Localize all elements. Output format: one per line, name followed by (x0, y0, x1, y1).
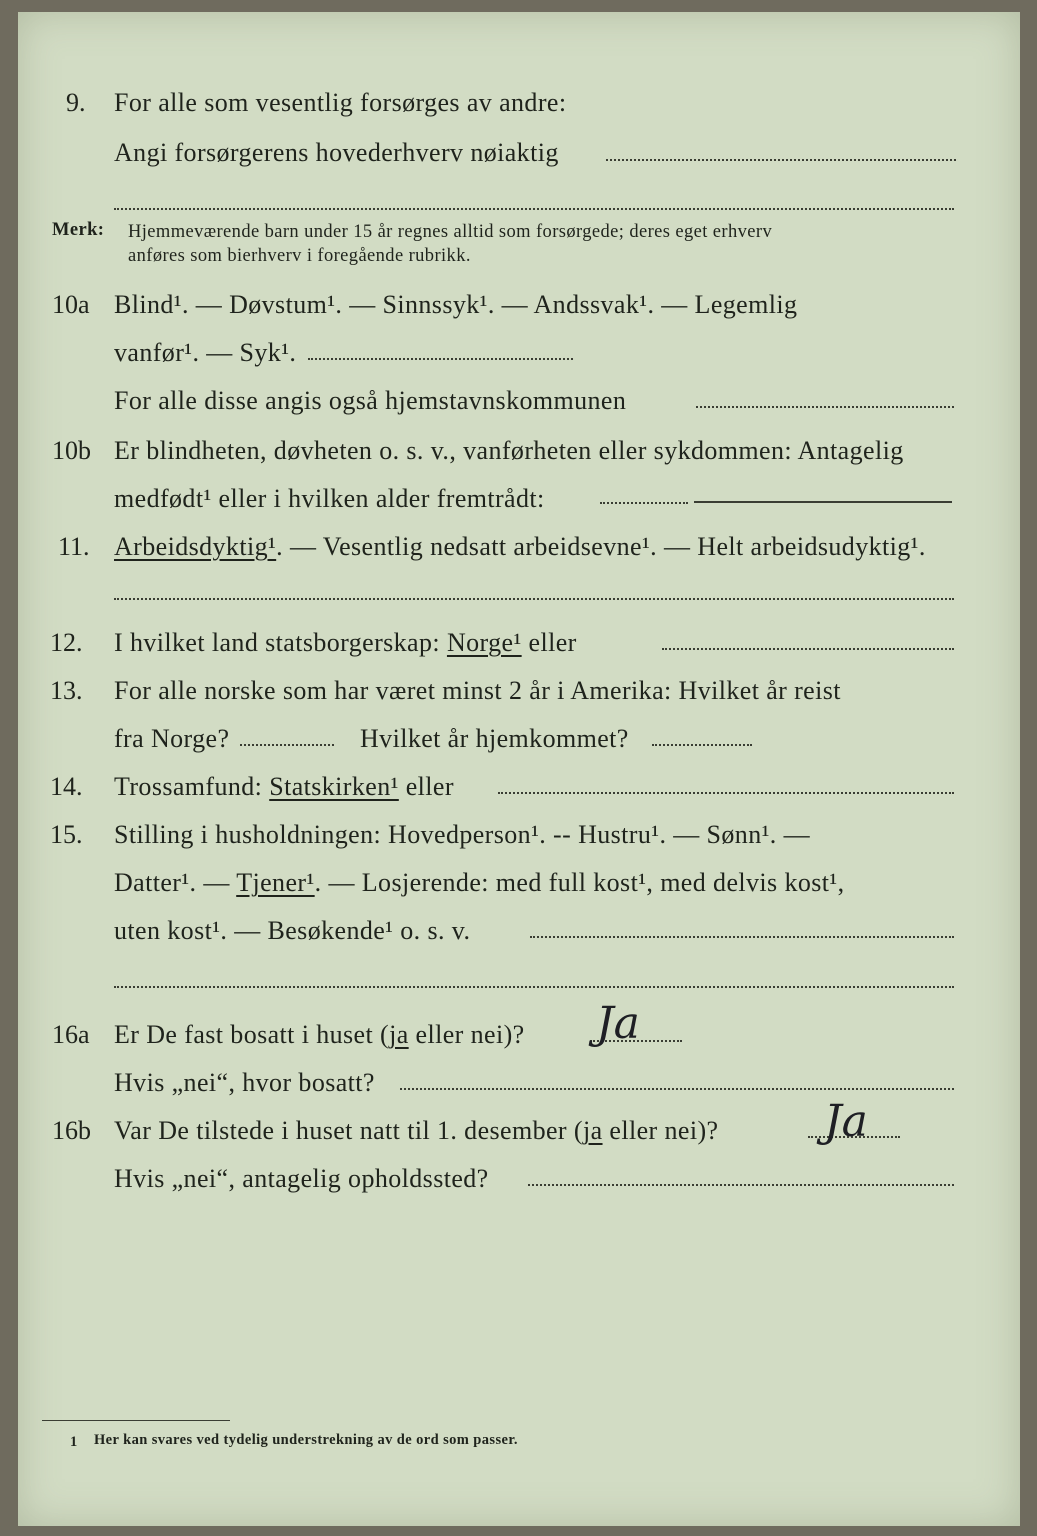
q13-reist-answer-line[interactable] (240, 744, 334, 746)
q15-answer-line-2[interactable] (114, 986, 954, 988)
q16a-line2: Hvis „nei“, hvor bosatt? (114, 1068, 375, 1097)
q11-number: 11. (58, 532, 90, 561)
q10a-answer-line[interactable] (308, 358, 573, 360)
q15-line2 (114, 868, 845, 898)
q10b-answer-line[interactable] (600, 502, 688, 504)
q16a-underlined-answer[interactable]: ja (389, 1020, 409, 1049)
q14-post: eller (405, 772, 454, 801)
footnote-rule (42, 1420, 230, 1421)
q9-line2: Angi forsørgerens hovederhverv nøiaktig (114, 138, 559, 167)
q16b-post: eller nei)? (602, 1116, 719, 1145)
q16a-handwritten-answer: Ja (596, 998, 640, 1049)
q15-line2b: . — Losjerende: med full kost¹, med delvis kost¹, (314, 868, 845, 897)
q13-line2b: Hvilket år hjemkommet? (360, 724, 629, 753)
q11-underlined-answer[interactable]: Arbeidsdyktig¹ (114, 532, 277, 561)
q10a-home-answer-line[interactable] (696, 406, 954, 408)
q12-answer-line[interactable] (662, 648, 954, 650)
q12-pre: I hvilket land statsborgerskap: (114, 628, 441, 657)
q10a-line2: vanfør¹. — Syk¹. (114, 338, 297, 367)
q10b-line2: medfødt¹ eller i hvilken alder fremtrådt: (114, 484, 545, 513)
q10b-line1: Er blindheten, døvheten o. s. v., vanførheten eller sykdommen: Antagelig (114, 436, 904, 465)
q10a-line1: Blind¹. — Døvstum¹. — Sinnssyk¹. — Andssvak¹. — Legemlig (114, 290, 798, 319)
q14-line (114, 772, 454, 802)
q15-line3: uten kost¹. — Besøkende¹ o. s. v. (114, 916, 471, 945)
q11-rest: . — Vesentlig nedsatt arbeidsevne¹. — Helt arbeidsudyktig¹. (276, 532, 926, 561)
q16a-where-answer-line[interactable] (400, 1088, 954, 1090)
q16b-underlined-answer[interactable]: ja (582, 1116, 603, 1145)
q13-line1: For alle norske som har været minst 2 år i Amerika: Hvilket år reist (114, 676, 841, 705)
q10b-number: 10b (52, 436, 91, 465)
q12-underlined-answer[interactable]: Norge¹ (446, 628, 522, 657)
q15-number: 15. (50, 820, 83, 849)
q16a-number: 16a (52, 1020, 90, 1049)
census-form-page (18, 12, 1020, 1526)
footnote-text: Her kan svares ved tydelig understrekning av de ord som passer. (94, 1432, 518, 1448)
q9-line1: For alle som vesentlig forsørges av andre: (114, 88, 567, 117)
q16a-post: eller nei)? (408, 1020, 525, 1049)
q13-number: 13. (50, 676, 83, 705)
q11-line (114, 532, 926, 562)
q15-underlined-answer[interactable]: Tjener¹ (236, 868, 315, 897)
q14-underlined-answer[interactable]: Statskirken¹ (269, 772, 399, 801)
q14-answer-line[interactable] (498, 792, 954, 794)
q13-hjem-answer-line[interactable] (652, 744, 752, 746)
q11-answer-line[interactable] (114, 598, 954, 600)
q13-line2a: fra Norge? (114, 724, 230, 753)
q16b-pre: Var De tilstede i huset natt til 1. desember ( (114, 1116, 583, 1145)
q16b-number: 16b (52, 1116, 91, 1145)
merk-line2: anføres som bierhverv i foregående rubrikk. (128, 246, 471, 266)
q12-number: 12. (50, 628, 83, 657)
q9-number: 9. (66, 88, 86, 117)
q14-number: 14. (50, 772, 83, 801)
q15-line1: Stilling i husholdningen: Hovedperson¹. -- Hustru¹. — Sønn¹. — (114, 820, 811, 849)
q10a-line3: For alle disse angis også hjemstavnskommunen (114, 386, 627, 415)
q15-line2a: Datter¹. — (114, 868, 230, 897)
merk-line1: Hjemmeværende barn under 15 år regnes alltid som forsørgede; deres eget erhverv (128, 222, 773, 242)
q12-post: eller (528, 628, 577, 657)
q15-answer-line[interactable] (530, 936, 954, 938)
q16b-line2: Hvis „nei“, antagelig opholdssted? (114, 1164, 489, 1193)
q16b-line1 (114, 1116, 718, 1146)
q14-pre: Trossamfund: (114, 772, 263, 801)
q16a-line1 (114, 1020, 525, 1050)
footnote-mark: 1 (70, 1434, 78, 1450)
q16a-pre: Er De fast bosatt i huset ( (114, 1020, 390, 1049)
q9-answer-line[interactable] (606, 159, 956, 161)
q16b-where-answer-line[interactable] (528, 1184, 954, 1186)
merk-label: Merk: (52, 220, 105, 240)
q9-answer-line-2[interactable] (114, 208, 954, 210)
q12-line (114, 628, 577, 658)
q10a-number: 10a (52, 290, 90, 319)
q10b-answer-rule (694, 501, 952, 503)
q16b-handwritten-answer: Ja (824, 1096, 868, 1147)
